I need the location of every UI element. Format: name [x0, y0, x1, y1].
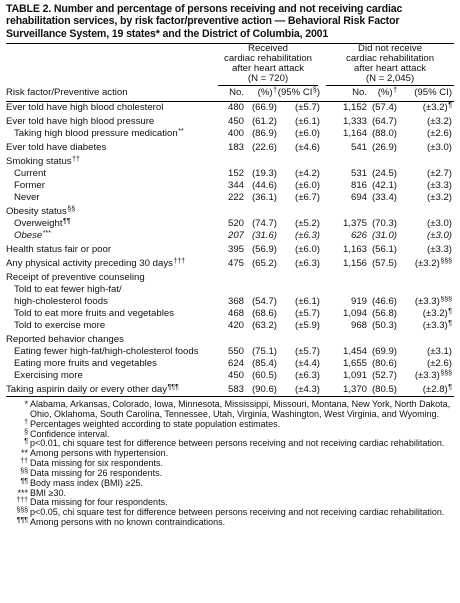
received-pct: (22.6) — [251, 142, 277, 154]
received-no: 475 — [227, 258, 244, 270]
footnote-mark: ¶ — [24, 438, 28, 446]
not-received-ci — [397, 154, 454, 168]
footnote-mark: ¶¶ — [20, 477, 28, 485]
table-row — [6, 296, 454, 308]
received-pct: (74.7) — [251, 217, 277, 229]
not-received-no — [322, 332, 367, 346]
not-received-ci — [397, 204, 454, 218]
footnote-text: Among persons with hypertension. — [30, 448, 169, 459]
received-pct: (65.2) — [251, 258, 277, 270]
not-received-no: 1,091 — [342, 369, 367, 381]
received-pct: (61.2) — [251, 116, 277, 128]
column-header-ci-2: (95% CI) — [397, 86, 454, 102]
not-received-ci: (±3.3)¶ — [422, 319, 452, 331]
not-received-no — [322, 204, 367, 218]
not-received-ci: (±3.2)¶ — [422, 101, 452, 113]
not-received-pct — [367, 204, 397, 218]
table-row — [6, 204, 454, 218]
row-label: Never — [14, 191, 40, 203]
row-label: Any physical activity preceding 30 days††† — [6, 258, 186, 270]
footnote — [6, 479, 454, 489]
not-received-pct: (50.3) — [371, 319, 397, 331]
received-no — [218, 154, 244, 168]
received-pct: (63.2) — [251, 319, 277, 331]
footnote-text: Data missing for 26 respondents. — [30, 467, 163, 478]
not-received-ci — [397, 284, 454, 296]
received-no: 450 — [227, 116, 244, 128]
received-ci — [277, 154, 322, 168]
received-no: 183 — [227, 142, 244, 154]
footnote-text: Percentages weighted according to state population estimates. — [30, 418, 281, 429]
row-label: Receipt of preventive counseling — [6, 272, 145, 284]
not-received-no: 816 — [350, 180, 367, 192]
received-no: 344 — [227, 180, 244, 192]
footnote-mark: ** — [20, 448, 28, 459]
table-row — [6, 128, 454, 140]
not-received-no: 1,094 — [342, 307, 367, 319]
not-received-pct: (24.5) — [371, 168, 397, 180]
not-received-no: 1,655 — [342, 357, 367, 369]
not-received-ci: (±3.2) — [427, 116, 452, 128]
column-header-no-2: No. — [322, 86, 367, 102]
column-header-pct-2: (%)† — [367, 86, 397, 102]
received-ci: (±4.3) — [277, 381, 322, 397]
not-received-no: 1,454 — [342, 345, 367, 357]
row-label: Former — [14, 180, 45, 192]
received-ci — [277, 284, 322, 296]
not-received-pct: (57.5) — [371, 258, 397, 270]
row-label: Current — [14, 168, 46, 180]
received-ci: (±6.0) — [295, 180, 320, 192]
not-received-ci: (±2.8)¶ — [397, 381, 454, 397]
received-ci: (±6.3) — [295, 229, 320, 241]
received-ci: (±6.1) — [295, 116, 320, 128]
received-no — [218, 332, 244, 346]
not-received-no: 1,164 — [342, 128, 367, 139]
received-ci: (±6.1) — [295, 295, 320, 307]
footnote-text: p<0.01, chi square test for difference between persons receiving and not receiving cardiac rehabilitation. — [30, 438, 445, 449]
not-received-ci: (±3.3)§§§ — [414, 295, 452, 307]
row-label: Ever told have high blood pressure — [6, 116, 155, 128]
column-header-row — [6, 86, 454, 102]
header-received: Received cardiac rehabilitation after heart attack (N = 720) — [218, 44, 322, 86]
column-header-label: Risk factor/Preventive action — [6, 86, 218, 102]
received-ci: (±5.7) — [295, 101, 320, 113]
footnote-text: Data missing for six respondents. — [30, 458, 164, 469]
not-received-ci — [397, 270, 454, 284]
received-no — [218, 204, 244, 218]
received-pct — [244, 270, 277, 284]
received-ci: (±6.0) — [295, 128, 320, 139]
footnote-mark: § — [24, 428, 28, 436]
received-no: 222 — [227, 191, 244, 203]
received-pct: (44.6) — [251, 180, 277, 192]
table-body — [6, 102, 454, 398]
not-received-pct: (88.0) — [371, 128, 397, 139]
row-label: Reported behavior changes — [6, 333, 124, 345]
not-received-ci: (±3.3) — [427, 180, 452, 192]
column-header-ci: (95% CI§) — [277, 86, 322, 102]
not-received-ci: (±3.2) — [427, 191, 452, 203]
received-ci: (±5.2) — [295, 217, 320, 229]
table-row — [6, 168, 454, 180]
not-received-pct: (57.4) — [371, 101, 397, 113]
received-no: 207 — [227, 229, 244, 241]
footnote — [6, 400, 454, 419]
not-received-ci: (±2.7) — [427, 168, 452, 180]
not-received-pct: (42.1) — [371, 180, 397, 192]
received-no: 624 — [227, 357, 244, 369]
footnote-text: Confidence interval. — [30, 428, 110, 439]
received-no: 450 — [227, 369, 244, 381]
received-ci: (±4.2) — [295, 168, 320, 180]
received-pct: (86.9) — [251, 128, 277, 139]
data-table — [6, 44, 454, 102]
received-pct: (36.1) — [251, 191, 277, 203]
footnote — [6, 518, 454, 528]
table-row — [6, 381, 454, 397]
received-no: 395 — [227, 243, 244, 255]
received-ci: (±5.7) — [295, 307, 320, 319]
received-pct: (54.7) — [251, 295, 277, 307]
row-label: Obesity status§§ — [6, 206, 76, 218]
received-pct: (56.9) — [251, 243, 277, 255]
not-received-pct: (52.7) — [371, 369, 397, 381]
received-no — [218, 284, 244, 296]
header-not-received: Did not receive cardiac rehabilitation after heart attack (N = 2,045) — [322, 44, 454, 86]
received-no — [218, 270, 244, 284]
not-received-ci: (±3.3)§§§ — [414, 369, 452, 381]
footnote-mark: * — [24, 399, 28, 410]
received-pct — [244, 154, 277, 168]
received-pct: (60.5) — [251, 369, 277, 381]
row-label: Told to eat more fruits and vegetables — [14, 307, 174, 319]
not-received-pct: (46.6) — [371, 295, 397, 307]
not-received-ci: (±3.0) — [427, 217, 452, 229]
not-received-pct: (80.5) — [367, 381, 397, 397]
footnote-text: Alabama, Arkansas, Colorado, Iowa, Minnesota, Mississippi, Missouri, Montana, New York, North Dakota, Ohio, Oklahoma, South Carolina, Tennessee, Utah, Virginia, Washington, West Virginia, and Wyoming. — [30, 399, 451, 419]
row-label: Smoking status†† — [6, 156, 80, 168]
table-row — [6, 270, 454, 284]
not-received-no: 1,156 — [342, 258, 367, 270]
table-row — [6, 308, 454, 320]
not-received-pct: (26.9) — [371, 142, 397, 154]
not-received-no: 626 — [350, 229, 367, 241]
row-label: Told to eat fewer high-fat/ — [14, 284, 122, 296]
not-received-pct: (56.1) — [371, 243, 397, 255]
not-received-no — [322, 270, 367, 284]
not-received-ci: (±2.6) — [427, 357, 452, 369]
table-row — [6, 242, 454, 256]
not-received-ci: (±3.0) — [427, 142, 452, 154]
footnote-mark: ††† — [16, 497, 28, 505]
table-row — [6, 192, 454, 204]
received-no: 420 — [227, 319, 244, 331]
row-label: Eating fewer high-fat/high-cholesterol foods — [14, 345, 199, 357]
row-label: Health status fair or poor — [6, 243, 112, 255]
not-received-pct: (33.4) — [371, 191, 397, 203]
received-ci: (±5.7) — [295, 345, 320, 357]
received-no: 520 — [227, 217, 244, 229]
row-label: Eating more fruits and vegetables — [14, 357, 157, 369]
received-ci — [277, 332, 322, 346]
column-group-header — [6, 44, 454, 86]
received-no: 152 — [227, 168, 244, 180]
received-no: 550 — [227, 345, 244, 357]
table-row — [6, 284, 454, 296]
not-received-pct — [367, 270, 397, 284]
row-label: Ever told have high blood cholesterol — [6, 101, 164, 113]
not-received-ci: (±3.2)¶ — [422, 307, 452, 319]
column-header-no: No. — [218, 86, 244, 102]
table-row — [6, 218, 454, 230]
received-pct — [244, 284, 277, 296]
received-pct — [244, 204, 277, 218]
received-pct: (90.6) — [244, 381, 277, 397]
received-pct: (68.6) — [251, 307, 277, 319]
footnotes — [6, 397, 454, 527]
row-label: Taking aspirin daily or every other day¶¶¶ — [6, 381, 218, 397]
footnote-mark: §§§ — [16, 507, 28, 515]
table-row — [6, 369, 454, 381]
received-ci: (±4.4) — [295, 357, 320, 369]
not-received-pct: (56.8) — [371, 307, 397, 319]
row-label: Obese*** — [14, 229, 51, 241]
table-row — [6, 114, 454, 128]
row-label: Taking high blood pressure medication** — [14, 128, 184, 139]
not-received-ci — [397, 332, 454, 346]
not-received-no: 1,375 — [342, 217, 367, 229]
received-no: 480 — [227, 101, 244, 113]
not-received-no: 1,152 — [342, 101, 367, 113]
table-row — [6, 154, 454, 168]
column-header-pct: (%)† — [244, 86, 277, 102]
footnote-text: Body mass index (BMI) ≥25. — [30, 477, 143, 488]
not-received-no: 1,333 — [342, 116, 367, 128]
not-received-pct: (64.7) — [371, 116, 397, 128]
not-received-no — [322, 284, 367, 296]
footnote-text: p<0.05, chi square test for difference between persons receiving and not receiving cardiac rehabilitation. — [30, 507, 445, 518]
received-no: 468 — [227, 307, 244, 319]
not-received-pct — [367, 154, 397, 168]
received-pct: (66.9) — [251, 101, 277, 113]
table-row — [6, 102, 454, 114]
received-ci: (±5.9) — [295, 319, 320, 331]
footnote-text: BMI ≥30. — [30, 487, 66, 498]
not-received-no: 1,163 — [342, 243, 367, 255]
row-label: high-cholesterol foods — [14, 295, 108, 307]
footnote-mark: ¶¶¶ — [16, 517, 28, 525]
table-row — [6, 140, 454, 154]
not-received-no: 694 — [350, 191, 367, 203]
row-label: Ever told have diabetes — [6, 142, 107, 154]
not-received-ci: (±2.6) — [427, 128, 452, 139]
row-label: Told to exercise more — [14, 319, 106, 331]
not-received-pct: (31.0) — [371, 229, 397, 241]
not-received-no: 541 — [350, 142, 367, 154]
not-received-no: 968 — [350, 319, 367, 331]
received-ci — [277, 204, 322, 218]
received-no: 583 — [218, 381, 244, 397]
not-received-pct: (80.6) — [371, 357, 397, 369]
received-ci: (±6.7) — [295, 191, 320, 203]
table-row — [6, 346, 454, 358]
row-label: Overweight¶¶ — [14, 217, 71, 229]
not-received-no — [322, 154, 367, 168]
footnote-mark: †† — [20, 458, 28, 466]
received-no: 400 — [227, 128, 244, 139]
table-row — [6, 332, 454, 346]
table-row — [6, 256, 454, 270]
received-pct: (19.3) — [251, 168, 277, 180]
received-pct: (85.4) — [251, 357, 277, 369]
received-pct: (75.1) — [251, 345, 277, 357]
table-rows — [6, 102, 454, 397]
received-ci: (±6.3) — [295, 369, 320, 381]
not-received-ci: (±3.0) — [427, 229, 452, 241]
not-received-ci: (±3.3) — [427, 243, 452, 255]
not-received-ci: (±3.2)§§§ — [414, 258, 452, 270]
not-received-ci: (±3.1) — [427, 345, 452, 357]
received-ci: (±6.0) — [295, 243, 320, 255]
table-row — [6, 320, 454, 332]
not-received-pct: (69.9) — [371, 345, 397, 357]
table-row — [6, 358, 454, 370]
footnote-mark: *** — [17, 487, 28, 498]
received-ci — [277, 270, 322, 284]
not-received-no: 531 — [350, 168, 367, 180]
received-ci: (±6.3) — [295, 258, 320, 270]
received-ci: (±4.6) — [295, 142, 320, 154]
table-title: TABLE 2. Number and percentage of persons receiving and not receiving cardiac rehabilitation services, by risk factor/preventive action — Behavioral Risk Factor Surveillance System, 19 states* and the District of Columbia, 2001 — [6, 3, 454, 44]
received-pct: (31.6) — [251, 229, 277, 241]
not-received-pct: (70.3) — [371, 217, 397, 229]
not-received-pct — [367, 332, 397, 346]
received-no: 368 — [227, 295, 244, 307]
not-received-pct — [367, 284, 397, 296]
not-received-no: 1,370 — [322, 381, 367, 397]
row-label: Exercising more — [14, 369, 83, 381]
not-received-no: 919 — [350, 295, 367, 307]
footnote-mark: §§ — [20, 467, 28, 475]
footnote-mark: † — [24, 418, 28, 426]
table-row — [6, 230, 454, 242]
table-row — [6, 180, 454, 192]
footnote-text: Among persons with no known contraindications. — [30, 517, 226, 528]
received-pct — [244, 332, 277, 346]
footnote-text: Data missing for four respondents. — [30, 497, 168, 508]
